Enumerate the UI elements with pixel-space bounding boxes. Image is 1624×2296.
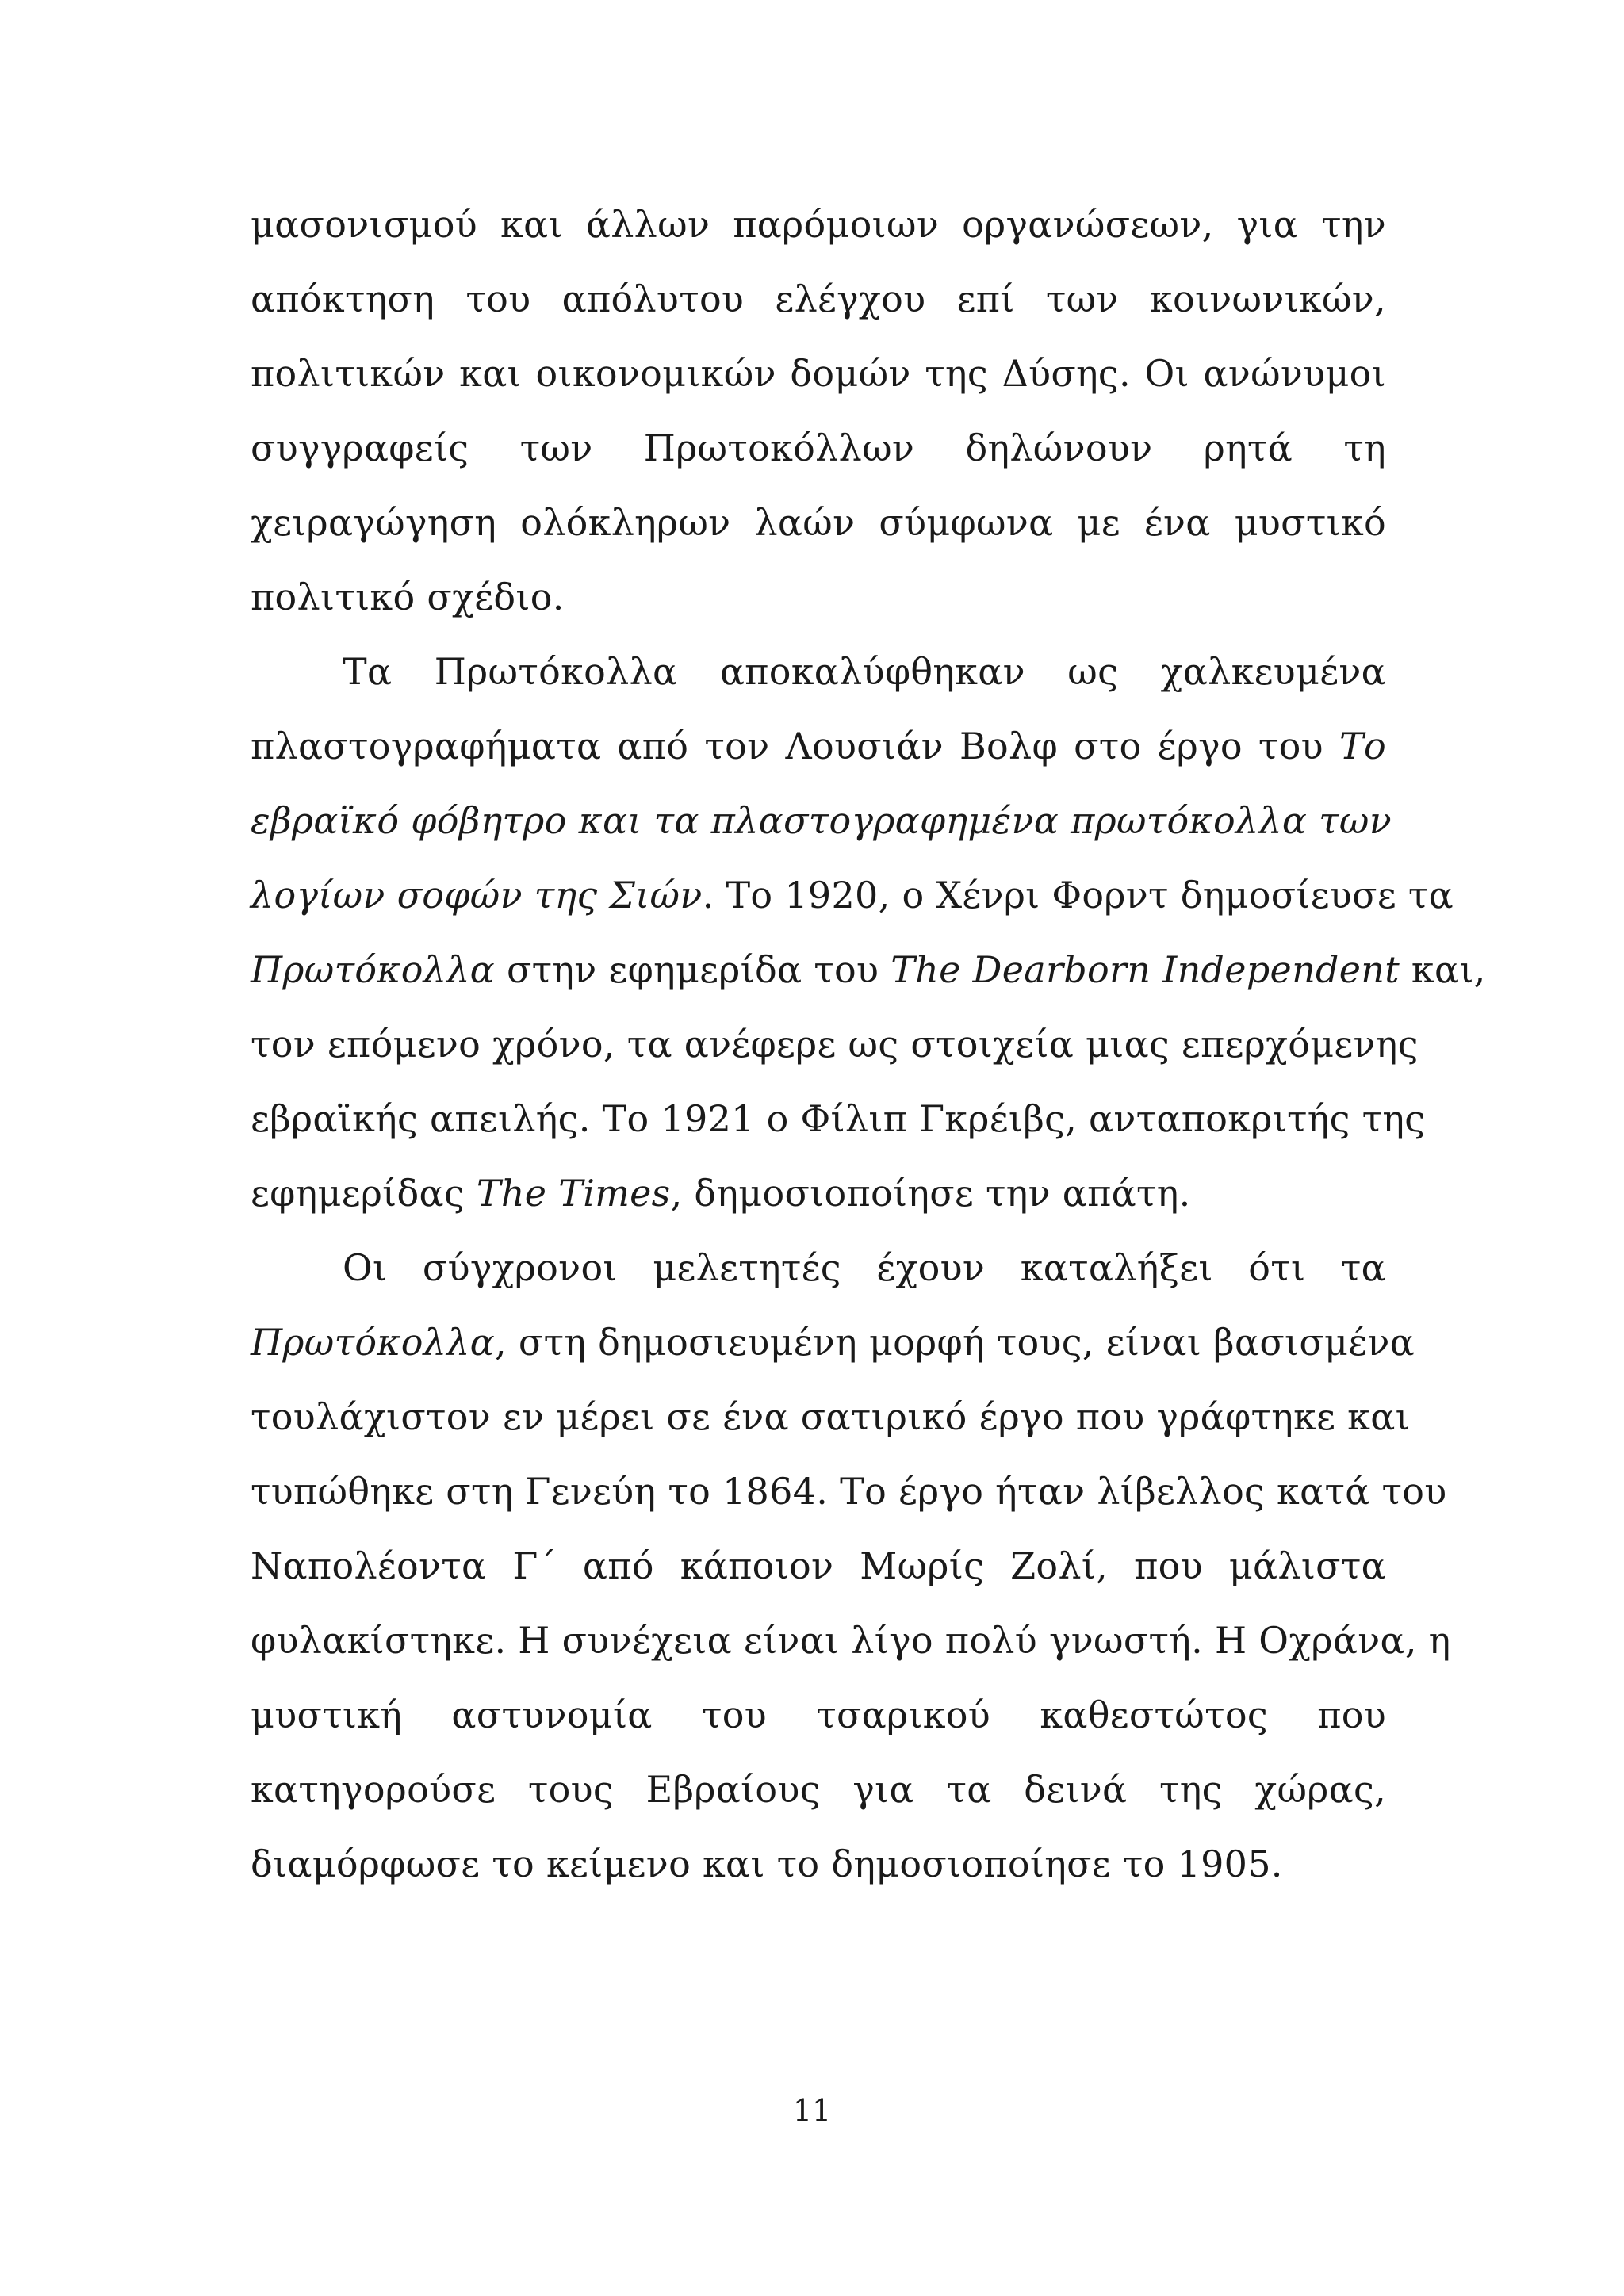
text-run: στην εφημερίδα του	[495, 948, 891, 991]
text-run: συγγραφείς των Πρωτοκόλλων δηλώνουν ρητά τη	[251, 427, 1386, 469]
text-line	[251, 783, 1392, 858]
text-run: κατηγορούσε τους Εβραίους για τα δεινά της χώρας,	[251, 1768, 1386, 1811]
text-line	[251, 709, 1386, 783]
text-line	[251, 1230, 1386, 1305]
text-line	[251, 932, 1486, 1007]
text-line	[251, 1678, 1386, 1752]
text-run: Ναπολέοντα Γ΄ από κάποιον Μωρίς Ζολί, που μάλιστα	[251, 1544, 1386, 1587]
text-run: διαμόρφωσε το κείμενο και το δημοσιοποίησε το 1905.	[251, 1843, 1283, 1885]
text-run: απόκτηση του απόλυτου ελέγχου επί των κοινωνικών,	[251, 277, 1386, 320]
text-line	[251, 1454, 1447, 1529]
text-line	[251, 336, 1386, 411]
paragraph	[251, 187, 1386, 634]
text-run: χειραγώγηση ολόκληρων λαών σύμφωνα με ένα μυστικό	[251, 501, 1386, 544]
text-line	[251, 1081, 1426, 1156]
text-run: , στη δημοσιευμένη μορφή τους, είναι βασισμένα	[495, 1321, 1415, 1364]
italic-text-run: εβραϊκό φόβητρο και τα πλαστογραφημένα πρωτόκολλα των	[251, 799, 1392, 842]
italic-text-run: Πρωτόκολλα	[251, 1321, 496, 1364]
text-run: πολιτικό σχέδιο.	[251, 576, 565, 618]
text-run: τον επόμενο χρόνο, τα ανέφερε ως στοιχεία μιας επερχόμενης	[251, 1023, 1419, 1066]
body-text	[251, 187, 1486, 1901]
text-line	[251, 1827, 1386, 1901]
text-line	[251, 1752, 1386, 1827]
text-run: πολιτικών και οικονομικών δομών της Δύσης. Οι ανώνυμοι	[251, 352, 1386, 395]
text-line	[251, 1156, 1386, 1230]
text-run: τυπώθηκε στη Γενεύη το 1864. Το έργο ήταν λίβελλος κατά του	[251, 1470, 1447, 1513]
italic-text-run: Το	[1339, 725, 1386, 767]
text-run: Τα Πρωτόκολλα αποκαλύφθηκαν ως χαλκευμένα	[343, 650, 1386, 693]
text-run: Οι σύγχρονοι μελετητές έχουν καταλήξει ότι τα	[343, 1246, 1386, 1289]
italic-text-run: Πρωτόκολλα	[251, 948, 496, 991]
text-line	[251, 1380, 1410, 1454]
text-run: εφημερίδας	[251, 1172, 477, 1215]
text-line	[251, 262, 1386, 336]
paragraph	[251, 1230, 1451, 1901]
italic-text-run: The Dearborn Independent	[891, 948, 1400, 991]
text-line	[251, 485, 1386, 560]
text-run: τουλάχιστον εν μέρει σε ένα σατιρικό έργο που γράφτηκε και	[251, 1395, 1410, 1438]
text-line	[251, 187, 1386, 262]
text-run: μασονισμού και άλλων παρόμοιων οργανώσεων, για την	[251, 203, 1386, 246]
text-line	[251, 1603, 1451, 1678]
paragraph	[251, 634, 1486, 1230]
text-run: μυστική αστυνομία του τσαρικού καθεστώτος που	[251, 1693, 1386, 1736]
text-run: εβραϊκής απειλής. Το 1921 ο Φίλιπ Γκρέιβς, ανταποκριτής της	[251, 1097, 1426, 1140]
text-run: . Το 1920, ο Χένρι Φορντ δημοσίευσε τα	[702, 874, 1454, 916]
text-run: και,	[1399, 948, 1486, 991]
text-line	[251, 560, 1386, 634]
page-number: 11	[792, 2093, 832, 2128]
italic-text-run: λογίων σοφών της Σιών	[251, 874, 703, 916]
text-line	[251, 411, 1386, 485]
text-line	[251, 1007, 1419, 1081]
text-run: φυλακίστηκε. Η συνέχεια είναι λίγο πολύ γνωστή. Η Οχράνα, η	[251, 1619, 1451, 1662]
text-line	[251, 1529, 1386, 1603]
text-line	[251, 858, 1454, 932]
text-line	[251, 634, 1386, 709]
italic-text-run: The Times	[476, 1172, 671, 1215]
text-line	[251, 1305, 1415, 1380]
text-run: , δημοσιοποίησε την απάτη.	[670, 1172, 1191, 1215]
text-run: πλαστογραφήματα από τον Λουσιάν Βολφ στο έργο του	[251, 725, 1340, 767]
